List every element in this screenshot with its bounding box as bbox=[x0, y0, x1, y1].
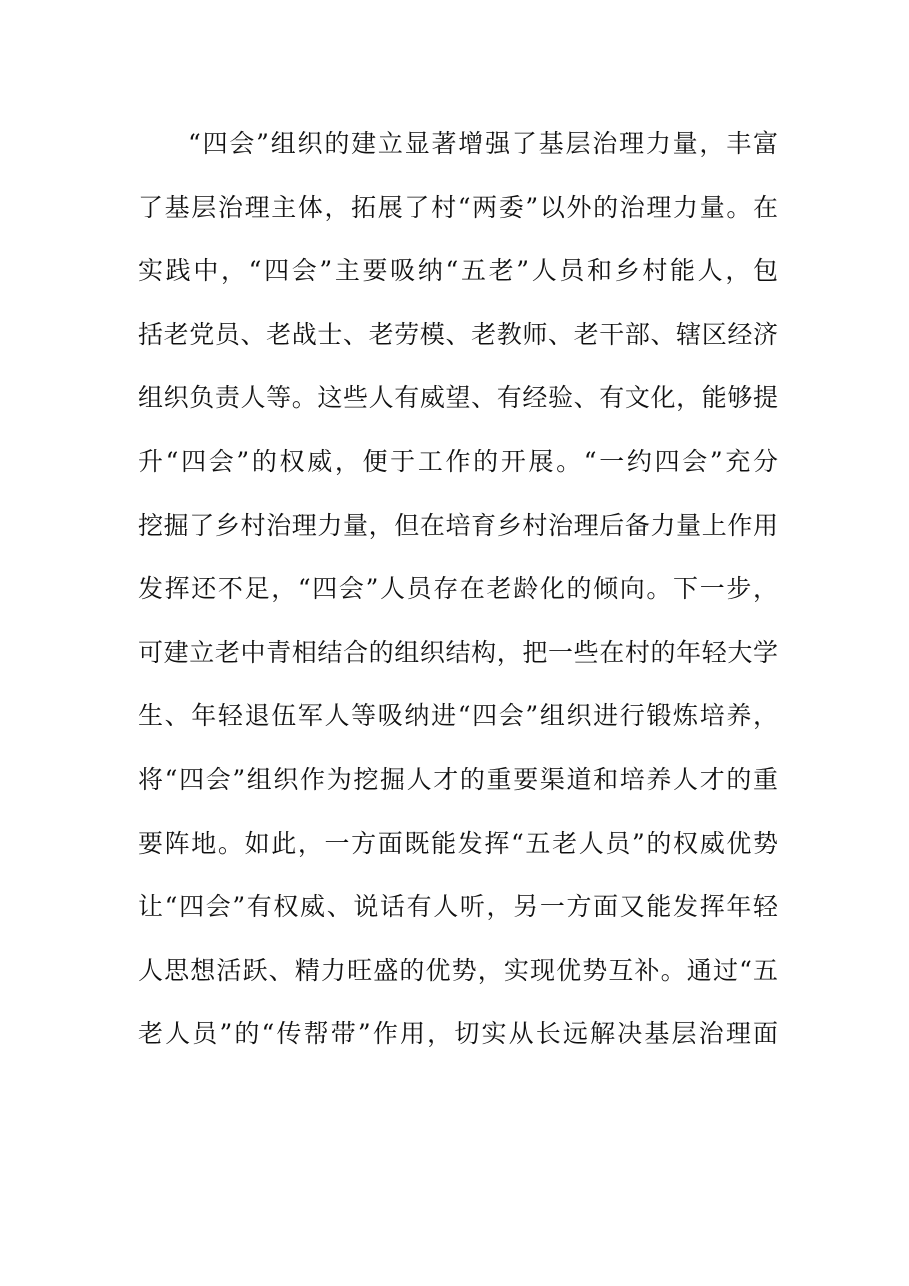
paragraph-line: “四会”组织的建立显著增强了基层治理力量，丰富 bbox=[188, 129, 778, 158]
paragraph-line: 组织负责人等。这些人有威望、有经验、有文化，能够提 bbox=[138, 383, 778, 413]
paragraph-line: 让“四会”有权威、说话有人听，另一方面又能发挥年轻 bbox=[138, 892, 778, 922]
paragraph-line: 生、年轻退伍军人等吸纳进“四会”组织进行锻炼培养， bbox=[138, 701, 778, 731]
body-paragraph bbox=[138, 118, 778, 1072]
paragraph-line: 实践中，“四会”主要吸纳“五老”人员和乡村能人，包 bbox=[138, 256, 778, 286]
paragraph-line: 人思想活跃、精力旺盛的优势，实现优势互补。通过“五 bbox=[138, 955, 778, 985]
paragraph-line: 要阵地。如此，一方面既能发挥“五老人员”的权威优势 bbox=[138, 828, 778, 858]
paragraph-line: 升“四会”的权威，便于工作的开展。“一约四会”充分 bbox=[138, 446, 778, 476]
paragraph-line: 了基层治理主体，拓展了村“两委”以外的治理力量。在 bbox=[138, 192, 778, 222]
paragraph-line: 老人员”的“传帮带”作用，切实从长远解决基层治理面 bbox=[138, 1019, 778, 1049]
paragraph-line: 可建立老中青相结合的组织结构，把一些在村的年轻大学 bbox=[138, 637, 778, 667]
paragraph-line: 发挥还不足，“四会”人员存在老龄化的倾向。下一步， bbox=[138, 574, 778, 604]
paragraph-line: 挖掘了乡村治理力量，但在培育乡村治理后备力量上作用 bbox=[138, 510, 778, 540]
paragraph-line: 将“四会”组织作为挖掘人才的重要渠道和培养人才的重 bbox=[138, 764, 778, 794]
paragraph-line: 括老党员、老战士、老劳模、老教师、老干部、辖区经济 bbox=[138, 319, 778, 349]
